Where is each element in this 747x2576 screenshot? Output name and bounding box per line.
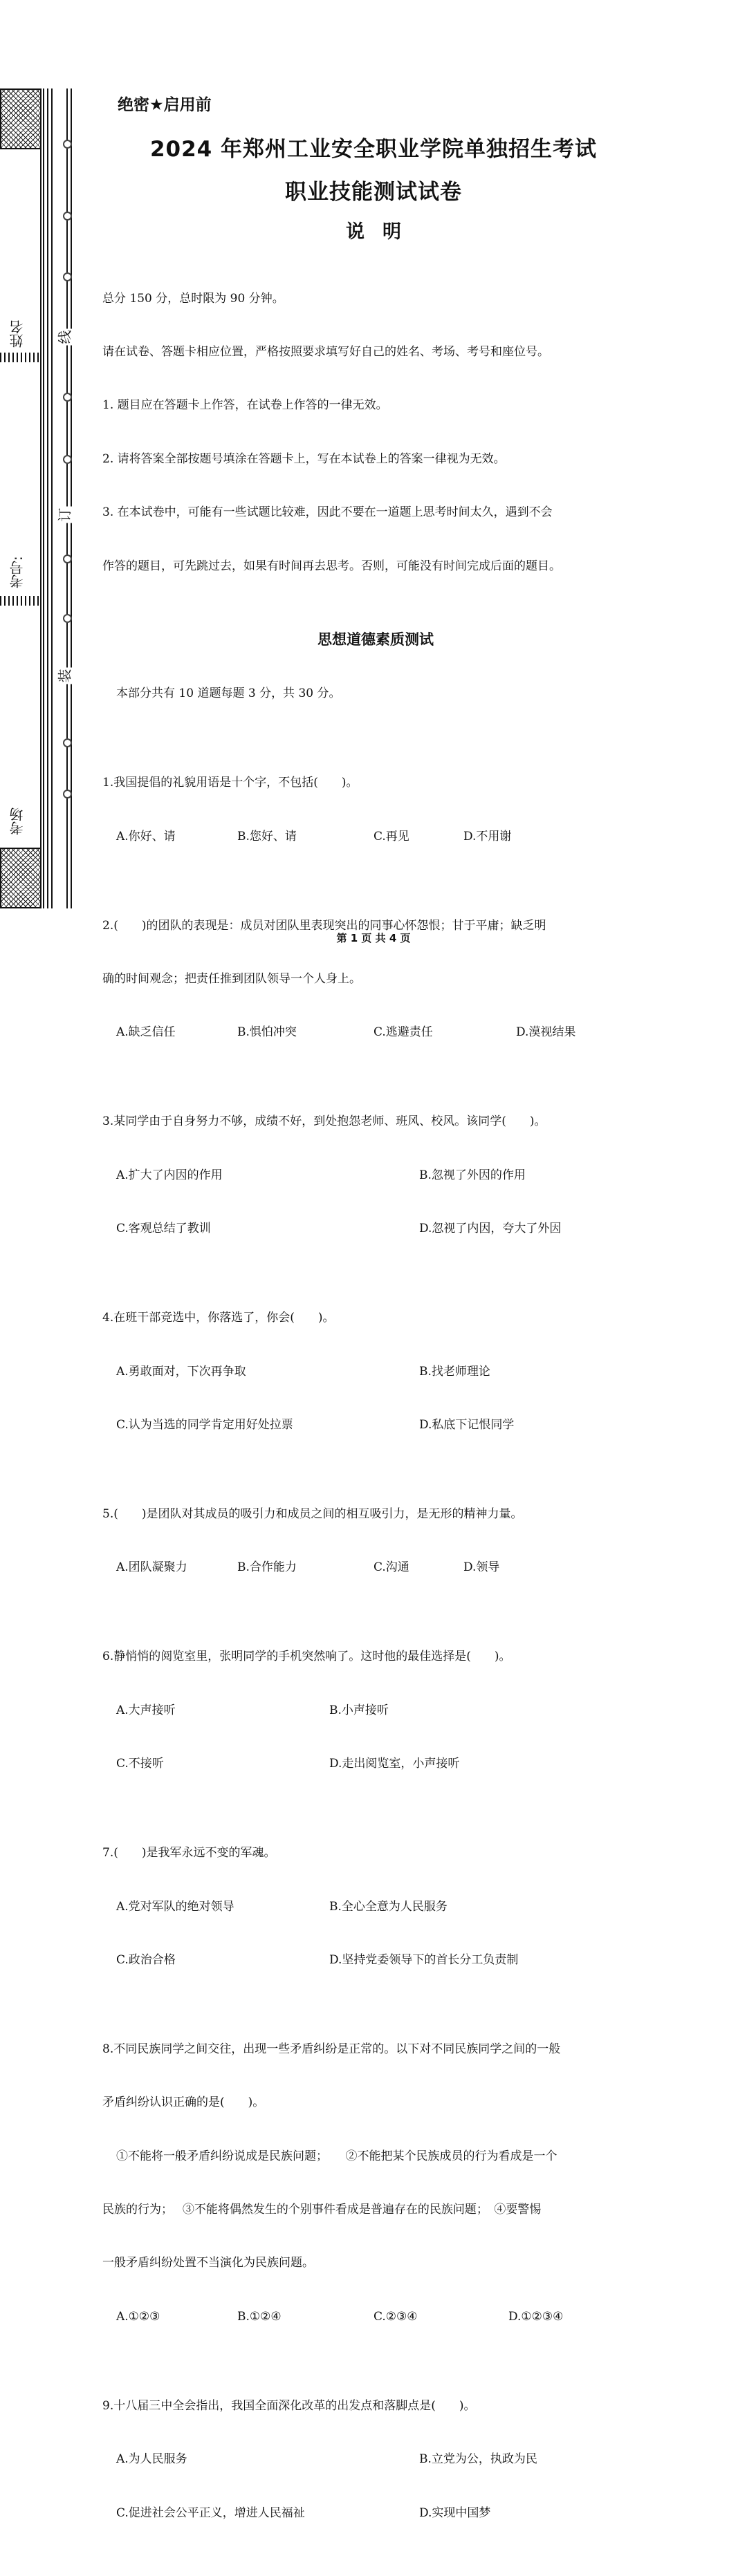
binding-strip <box>0 88 72 908</box>
instructions-title: 说明 <box>346 221 419 243</box>
instruction-line: 3. 在本试卷中，可能有一些试题比较难，因此不要在一道题上思考时间太久，遇到不会 <box>102 505 553 520</box>
page-subtitle: 职业技能测试试卷 <box>285 180 462 205</box>
question-options <box>102 1755 649 1773</box>
binding-line <box>51 88 53 908</box>
instruction-line: 请在试卷、答题卡相应位置，严格按照要求填写好自己的姓名、考场、考号和座位号。 <box>102 344 549 359</box>
option: D.坚持党委领导下的首长分工负责制 <box>329 1952 519 1967</box>
section-intro: 本部分共有 10 道题每题 3 分，共 30 分。 <box>116 687 341 701</box>
question-stem: 5.( )是团队对其成员的吸引力和成员之间的相互吸引力，是无形的精神力量。 <box>102 1506 523 1521</box>
cut-line-char: 装 <box>54 668 74 684</box>
option: B.立党为公，执政为民 <box>419 2452 537 2467</box>
question-sub-statement: 民族的行为； ③不能将偶然发生的个别事件看成是普遍存在的民族问题； ④要警惕 <box>102 2203 542 2217</box>
question-sub-statement: 一般矛盾纠纷处置不当演化为民族问题。 <box>102 2256 314 2270</box>
option: D.不用谢 <box>463 829 512 843</box>
option: B.全心全意为人民服务 <box>329 1899 448 1914</box>
option: B.惧怕冲突 <box>237 1025 297 1040</box>
binding-line <box>43 88 44 908</box>
field-divider <box>0 596 42 606</box>
option: C.②③④ <box>374 2309 418 2324</box>
option: A.为人民服务 <box>116 2452 187 2467</box>
binding-hole <box>63 393 72 402</box>
question-options <box>102 1220 649 1238</box>
instruction-line: 2. 请将答案全部按题号填涂在答题卡上，写在本试卷上的答案一律视为无效。 <box>102 451 506 466</box>
binding-hole <box>63 738 72 747</box>
question-options <box>102 1898 649 1916</box>
instruction-line: 作答的题目，可先跳过去，如果有时间再去思考。否则，可能没有时间完成后面的题目。 <box>102 559 561 573</box>
instruction-line: 总分 150 分，总时限为 90 分钟。 <box>102 291 284 306</box>
option: A.团队凝聚力 <box>116 1560 187 1575</box>
option: C.政治合格 <box>116 1952 176 1967</box>
question-options <box>102 2308 649 2326</box>
question-options <box>102 1167 649 1185</box>
option: A.①②③ <box>116 2309 160 2324</box>
binding-hole <box>63 455 72 464</box>
instruction-line: 1. 题目应在答题卡上作答，在试卷上作答的一律无效。 <box>102 398 388 413</box>
binding-line <box>47 88 48 908</box>
option: D.①②③④ <box>508 2309 564 2324</box>
option: B.忽视了外因的作用 <box>419 1168 526 1182</box>
page-title: 2024 年郑州工业安全职业学院单独招生考试 <box>149 137 598 162</box>
exam-content <box>102 254 649 2540</box>
name-label: 姓名 <box>9 320 26 348</box>
option: B.①②④ <box>237 2309 282 2324</box>
hatch-bottom <box>0 848 42 908</box>
question-stem: 2.( )的团队的表现是：成员对团队里表现突出的同事心怀怨恨；甘于平庸；缺乏明 <box>102 918 546 933</box>
option: B.找老师理论 <box>419 1364 490 1379</box>
binding-hole <box>63 272 72 281</box>
question-options <box>102 1952 649 1970</box>
option: C.认为当选的同学肯定用好处拉票 <box>116 1418 293 1432</box>
option: B.合作能力 <box>237 1560 297 1575</box>
question-stem: 确的时间观念；把责任推到团队领导一个人身上。 <box>102 972 361 987</box>
question-stem: 3.某同学由于自身努力不够，成绩不好，到处抱怨老师、班风、校风。该同学( )。 <box>102 1114 546 1129</box>
option: D.实现中国梦 <box>419 2505 491 2520</box>
question-options <box>102 1559 649 1577</box>
question-stem: 1.我国提倡的礼貌用语是十个字，不包括( )。 <box>102 776 358 790</box>
option: D.领导 <box>463 1560 500 1575</box>
question-options <box>102 2505 649 2523</box>
option: C.再见 <box>374 829 409 843</box>
question-options <box>102 1417 649 1435</box>
question-stem: 矛盾纠纷认识正确的是( )。 <box>102 2096 265 2110</box>
question-stem: 6.静悄悄的阅览室里，张明同学的手机突然响了。这时他的最佳选择是( )。 <box>102 1650 511 1664</box>
question-options <box>102 1024 649 1042</box>
option: D.漠视结果 <box>516 1025 576 1040</box>
question-stem: 4.在班干部竞选中，你落选了，你会( )。 <box>102 1311 335 1325</box>
page-footer: 第 1 页 共 4 页 <box>336 932 411 944</box>
option: D.忽视了内因，夸大了外因 <box>419 1222 562 1236</box>
option: C.不接听 <box>116 1757 164 1771</box>
binding-frame <box>0 148 42 849</box>
option: B.小声接听 <box>329 1703 389 1717</box>
option: C.客观总结了教训 <box>116 1222 211 1236</box>
cut-line-char: 订 <box>54 507 74 523</box>
exam-number-label: 考号: <box>9 556 26 589</box>
question-stem: 9.十八届三中全会指出，我国全面深化改革的出发点和落脚点是( )。 <box>102 2398 476 2413</box>
cut-line-char: 线 <box>54 329 74 346</box>
option: C.逃避责任 <box>374 1025 433 1040</box>
question-stem: 8.不同民族同学之间交往，出现一些矛盾纠纷是正常的。以下对不同民族同学之间的一般 <box>102 2042 561 2056</box>
option: A.党对军队的绝对领导 <box>116 1899 234 1914</box>
secret-mark: 绝密★启用前 <box>118 96 212 114</box>
binding-hole <box>63 614 72 623</box>
option: D.走出阅览室，小声接听 <box>329 1757 460 1771</box>
option: B.您好、请 <box>237 829 297 843</box>
binding-hole <box>63 554 72 563</box>
binding-hole <box>63 790 72 799</box>
exam-room-label: 考场 <box>9 808 26 835</box>
question-sub-statement: ①不能将一般矛盾纠纷说成是民族问题； ②不能把某个民族成员的行为看成是一个 <box>116 2149 557 2163</box>
option: A.你好、请 <box>116 829 176 843</box>
option: A.缺乏信任 <box>116 1025 176 1040</box>
option: A.勇敢面对，下次再争取 <box>116 1364 246 1379</box>
question-options <box>102 828 649 846</box>
option: C.促进社会公平正义，增进人民福祉 <box>116 2505 305 2520</box>
option: C.沟通 <box>374 1560 409 1575</box>
option: D.私底下记恨同学 <box>419 1418 515 1432</box>
question-options <box>102 1702 649 1720</box>
question-stem: 7.( )是我军永远不变的军魂。 <box>102 1846 276 1860</box>
option: A.大声接听 <box>116 1703 176 1717</box>
question-options <box>102 1363 649 1381</box>
option: A.扩大了内因的作用 <box>116 1168 223 1182</box>
section-title: 思想道德素质测试 <box>317 631 434 648</box>
question-options <box>102 2451 649 2469</box>
